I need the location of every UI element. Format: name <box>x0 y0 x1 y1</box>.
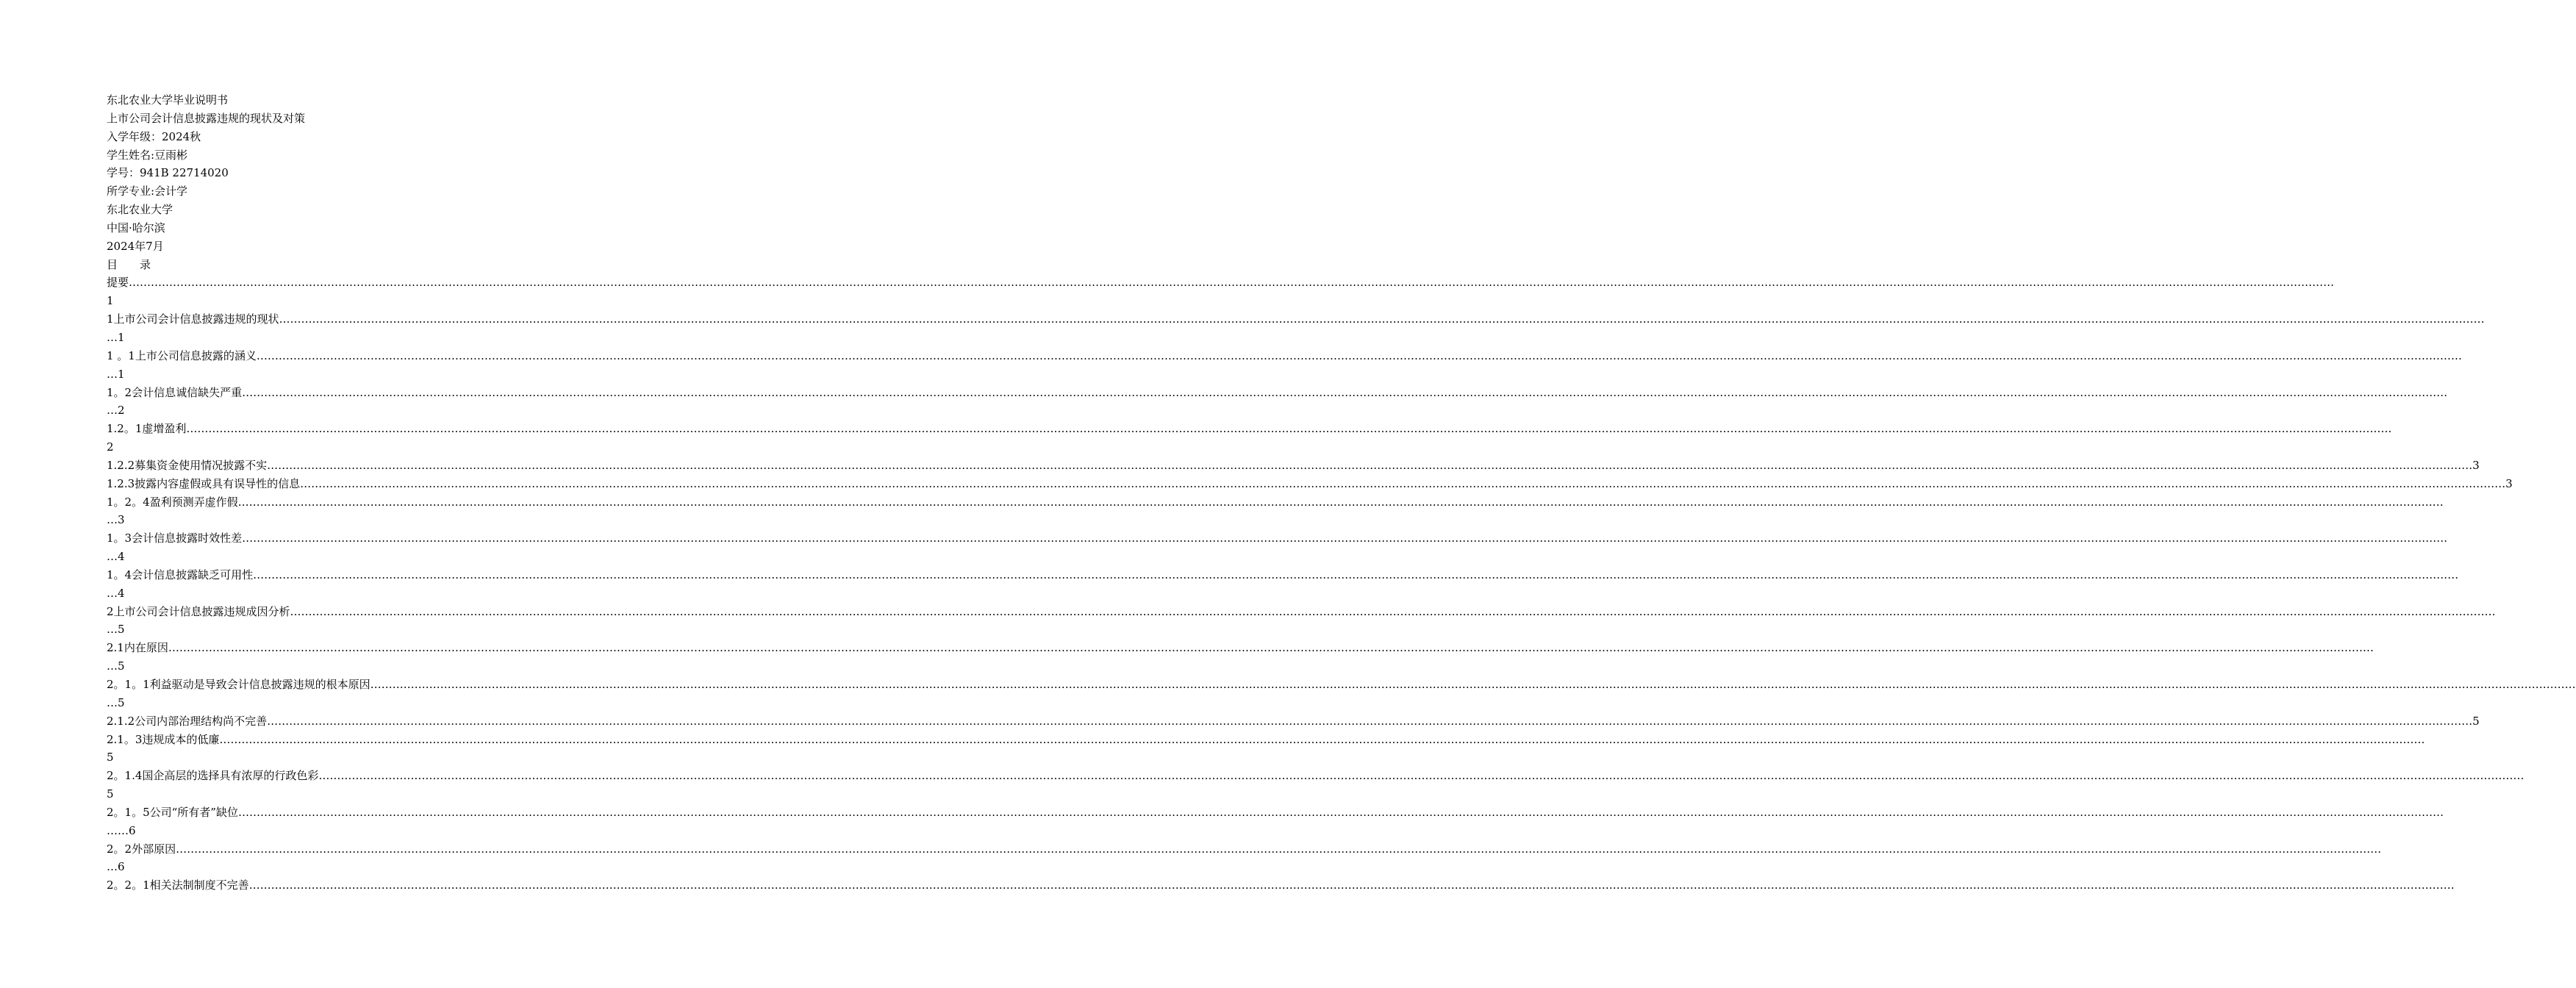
toc-leader-dots: …………………………………………………………………………………………………………………………………………………………………………………………………………………………………………………………………………………………………………………………………………………………………………………………………………………………………………………………………………………………………………………………………………………… <box>129 276 2335 290</box>
toc-entry[interactable] <box>107 347 2462 365</box>
toc-entry-title: 2.1。3违规成本的低廉 <box>107 732 220 746</box>
toc-entry[interactable] <box>107 657 592 676</box>
toc-entry-page: 3 <box>2472 458 2480 472</box>
toc-leader-dots: …………………………………………………………………………………………………………………………………………………………………………………………………………………………………………………………………………………………………………………………………………………………………………………………………………………………………………………………………………………………………………………………………………………… <box>168 641 2374 655</box>
toc-entry-title: 5 <box>107 751 114 765</box>
toc-leader-dots: …………………………………………………………………………………………………………………………………………………………………………………………………………………………………………………………………………………………………………………………………………………………………………………………………………………………………………………………………………………………………………………………………………………… <box>279 312 2485 326</box>
toc-leader-dots: …………………………………………………………………………………………………………………………………………………………………………………………………………………………………………………………………………………………………………………………………………………………………………………………………………………………………………………………………………………………………………………………………………………… <box>300 476 2506 490</box>
toc-leader-dots: …………………………………………………………………………………………………………………………………………………………………………………………………………………………………………………………………………………………………………………………………………………………………………………………………………………………………………………………………………………………………………………………………………………… <box>237 805 2444 819</box>
table-of-contents <box>107 273 2576 895</box>
toc-entry-title: …5 <box>107 695 125 709</box>
student-id: 学号：941B 22714020 <box>107 166 229 180</box>
toc-leader-dots: …………………………………………………………………………………………………………………………………………………………………………………………………………………………………………………………………………………………………………………………………………………………………………………………………………………………………………………………………………………………………………………………………………………… <box>248 878 2455 892</box>
toc-entry[interactable] <box>107 329 592 347</box>
toc-entry[interactable] <box>107 420 2392 438</box>
toc-entry-title: 2。1。5公司“所有者”缺位 <box>107 805 238 819</box>
toc-entry-title: 1 。1上市公司信息披露的涵义 <box>107 348 257 362</box>
toc-entry[interactable] <box>107 840 2382 859</box>
toc-entry[interactable] <box>107 712 2480 731</box>
toc-entry[interactable] <box>107 785 592 803</box>
toc-leader-dots: …………………………………………………………………………………………………………………………………………………………………………………………………………………………………………………………………………………………………………………………………………………………………………………………………………………………………………………………………………………………………………………………………………………… <box>267 458 2473 472</box>
toc-leader-dots: …………………………………………………………………………………………………………………………………………………………………………………………………………………………………………………………………………………………………………………………………………………………………………………………………………………………………………………………………………………………………………………………………………………… <box>219 732 2425 746</box>
toc-entry-title: …3 <box>107 513 125 527</box>
toc-entry[interactable] <box>107 748 592 767</box>
toc-entry[interactable] <box>107 384 2448 402</box>
toc-entry[interactable] <box>107 365 592 384</box>
toc-entry-page: 5 <box>2472 714 2480 728</box>
toc-entry[interactable] <box>107 511 592 529</box>
toc-entry-title: 1。4会计信息披露缺乏可用性 <box>107 568 254 581</box>
toc-entry[interactable] <box>107 676 2576 694</box>
toc-heading: 目 录 <box>107 257 151 271</box>
toc-entry[interactable] <box>107 822 592 840</box>
toc-entry-title: …6 <box>107 860 125 874</box>
toc-entry[interactable] <box>107 475 2513 493</box>
toc-entry-title: 1上市公司会计信息披露违规的现状 <box>107 312 279 326</box>
toc-leader-dots: …………………………………………………………………………………………………………………………………………………………………………………………………………………………………………………………………………………………………………………………………………………………………………………………………………………………………………………………………………………………………………………………………………………… <box>370 678 2576 691</box>
toc-entry-title: 2上市公司会计信息披露违规成因分析 <box>107 604 290 618</box>
toc-entry-title: 1.2。1虚增盈利 <box>107 422 187 436</box>
toc-entry-title: 1。2。4盈利预测弄虚作假 <box>107 495 238 509</box>
university-title: 东北农业大学毕业说明书 <box>107 93 229 107</box>
toc-entry-title: 2.1内在原因 <box>107 641 168 655</box>
toc-entry[interactable] <box>107 639 2374 657</box>
toc-entry-title: 1.2.3披露内容虚假或具有误导性的信息 <box>107 476 301 490</box>
toc-entry[interactable] <box>107 876 2455 895</box>
toc-entry[interactable] <box>107 603 2496 621</box>
toc-entry-title: …4 <box>107 550 125 564</box>
toc-entry[interactable] <box>107 566 2459 584</box>
toc-entry-title: 1。2会计信息诚信缺失严重 <box>107 385 243 399</box>
toc-entry[interactable] <box>107 493 2444 512</box>
university-name: 东北农业大学 <box>107 203 173 217</box>
toc-leader-dots: …………………………………………………………………………………………………………………………………………………………………………………………………………………………………………………………………………………………………………………………………………………………………………………………………………………………………………………………………………………………………………………………………………………… <box>290 604 2496 618</box>
toc-entry[interactable] <box>107 401 592 420</box>
toc-entry[interactable] <box>107 767 2525 785</box>
toc-entry[interactable] <box>107 803 2444 822</box>
toc-entry-title: …5 <box>107 659 125 673</box>
student-name: 学生姓名:豆雨彬 <box>107 148 188 162</box>
toc-entry-title: 2。2外部原因 <box>107 842 176 856</box>
date: 2024年7月 <box>107 239 164 253</box>
toc-leader-dots: …………………………………………………………………………………………………………………………………………………………………………………………………………………………………………………………………………………………………………………………………………………………………………………………………………………………………………………………………………………………………………………………………………………… <box>253 568 2459 581</box>
toc-entry-title: …4 <box>107 586 125 600</box>
toc-entry-title: 2。1.4国企高层的选择具有浓厚的行政色彩 <box>107 769 319 783</box>
toc-entry-title: …1 <box>107 330 125 344</box>
location: 中国·哈尔滨 <box>107 221 165 235</box>
toc-entry[interactable] <box>107 273 2335 292</box>
toc-entry[interactable] <box>107 457 2480 475</box>
toc-entry[interactable] <box>107 584 592 603</box>
toc-entry[interactable] <box>107 310 2485 329</box>
toc-entry-title: 2.1.2公司内部治理结构尚不完善 <box>107 714 268 728</box>
toc-entry-title: 5 <box>107 787 114 801</box>
toc-entry-title: …2 <box>107 404 125 418</box>
toc-entry[interactable] <box>107 438 592 457</box>
toc-entry-title: 1.2.2募集资金使用情况披露不实 <box>107 458 268 472</box>
toc-entry[interactable] <box>107 694 592 712</box>
major: 所学专业:会计学 <box>107 185 188 198</box>
toc-entry[interactable] <box>107 731 2425 749</box>
toc-entry[interactable] <box>107 548 592 566</box>
toc-entry[interactable] <box>107 292 592 310</box>
toc-entry-page: 3 <box>2505 476 2513 490</box>
toc-entry[interactable] <box>107 620 592 639</box>
toc-leader-dots: …………………………………………………………………………………………………………………………………………………………………………………………………………………………………………………………………………………………………………………………………………………………………………………………………………………………………………………………………………………………………………………………………………………… <box>318 769 2525 783</box>
document-page <box>107 91 2576 895</box>
enrollment-year: 入学年级：2024秋 <box>107 129 201 143</box>
toc-entry-title: 2。1。1利益驱动是导致会计信息披露违规的根本原因 <box>107 678 371 691</box>
toc-entry-title: 1 <box>107 294 114 308</box>
toc-entry-title: …1 <box>107 367 125 381</box>
toc-leader-dots: …………………………………………………………………………………………………………………………………………………………………………………………………………………………………………………………………………………………………………………………………………………………………………………………………………………………………………………………………………………………………………………………………………………… <box>237 495 2444 509</box>
toc-entry-title: …5 <box>107 623 125 637</box>
toc-leader-dots: …………………………………………………………………………………………………………………………………………………………………………………………………………………………………………………………………………………………………………………………………………………………………………………………………………………………………………………………………………………………………………………………………………………… <box>176 842 2382 856</box>
toc-entry-title: 提要 <box>107 276 129 290</box>
toc-leader-dots: …………………………………………………………………………………………………………………………………………………………………………………………………………………………………………………………………………………………………………………………………………………………………………………………………………………………………………………………………………………………………………………………………………………… <box>186 422 2392 436</box>
toc-leader-dots: …………………………………………………………………………………………………………………………………………………………………………………………………………………………………………………………………………………………………………………………………………………………………………………………………………………………………………………………………………………………………………………………………………………… <box>242 531 2448 545</box>
toc-entry-title: 2。2。1相关法制制度不完善 <box>107 878 249 892</box>
toc-leader-dots: …………………………………………………………………………………………………………………………………………………………………………………………………………………………………………………………………………………………………………………………………………………………………………………………………………………………………………………………………………………………………………………………………………………… <box>256 348 2462 362</box>
toc-entry[interactable] <box>107 858 592 876</box>
toc-leader-dots: …………………………………………………………………………………………………………………………………………………………………………………………………………………………………………………………………………………………………………………………………………………………………………………………………………………………………………………………………………………………………………………………………………………… <box>267 714 2473 728</box>
thesis-title: 上市公司会计信息披露违规的现状及对策 <box>107 111 306 125</box>
toc-leader-dots: …………………………………………………………………………………………………………………………………………………………………………………………………………………………………………………………………………………………………………………………………………………………………………………………………………………………………………………………………………………………………………………………………………………… <box>242 385 2448 399</box>
toc-entry-title: 2 <box>107 440 114 454</box>
toc-entry-title: 1。3会计信息披露时效性差 <box>107 531 243 545</box>
toc-entry[interactable] <box>107 529 2448 548</box>
toc-entry-title: ……6 <box>107 823 136 837</box>
